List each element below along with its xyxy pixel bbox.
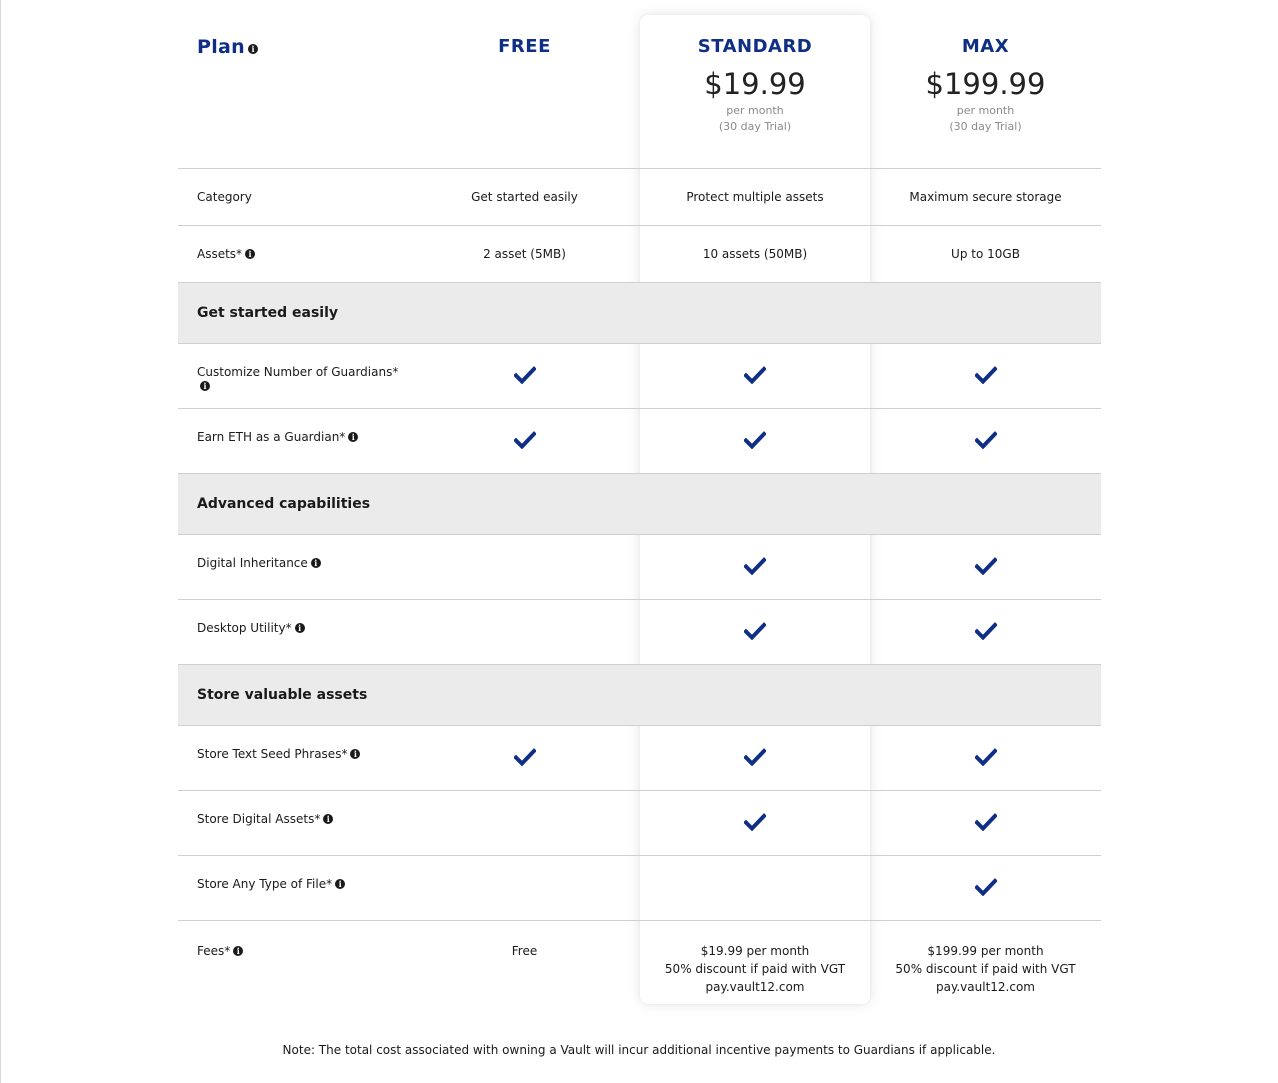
fee-line: 50% discount if paid with VGT <box>664 962 846 976</box>
section-header-row <box>178 283 1101 344</box>
checkmark-icon <box>975 431 997 449</box>
checkmark-icon <box>744 431 766 449</box>
feature-label: Customize Number of Guardians* <box>197 365 399 379</box>
feature-label-cell <box>178 726 409 790</box>
feature-row <box>178 344 1101 409</box>
row-label-cell <box>178 921 409 1011</box>
feature-cell <box>870 856 1101 920</box>
tier-name: FREE <box>498 36 551 57</box>
section-title: Get started easily <box>197 305 339 321</box>
info-circle-icon[interactable]: i <box>311 558 321 568</box>
feature-cell <box>640 409 870 473</box>
cell-value: Protect multiple assets <box>686 190 824 204</box>
feature-cell <box>870 535 1101 599</box>
checkmark-icon <box>514 366 536 384</box>
checkmark-icon <box>975 622 997 640</box>
row-label-cell <box>178 247 409 261</box>
cell-value: 10 assets (50MB) <box>702 247 808 261</box>
feature-label: Digital Inheritance <box>197 556 308 570</box>
checkmark-icon <box>975 878 997 896</box>
feature-label: Earn ETH as a Guardian* <box>197 430 346 444</box>
fee-max <box>870 921 1101 1011</box>
feature-cell <box>409 409 640 473</box>
checkmark-icon <box>975 813 997 831</box>
fee-link[interactable]: pay.vault12.com <box>705 980 805 994</box>
feature-cell <box>640 535 870 599</box>
checkmark-icon <box>744 366 766 384</box>
feature-cell <box>870 791 1101 855</box>
section-spacer <box>640 474 870 534</box>
checkmark-icon <box>975 366 997 384</box>
row-label: Category <box>197 190 252 204</box>
info-circle-icon[interactable]: i <box>323 814 333 824</box>
section-header-row <box>178 665 1101 726</box>
info-circle-icon[interactable]: i <box>248 44 258 54</box>
feature-row <box>178 535 1101 600</box>
info-circle-icon[interactable]: i <box>348 432 358 442</box>
fee-line: 50% discount if paid with VGT <box>895 962 1076 976</box>
feature-cell <box>409 791 640 855</box>
feature-row <box>178 409 1101 474</box>
section-spacer <box>640 283 870 343</box>
checkmark-icon <box>975 557 997 575</box>
checkmark-icon <box>514 748 536 766</box>
feature-row <box>178 726 1101 791</box>
feature-cell <box>409 344 640 408</box>
section-title: Advanced capabilities <box>197 496 371 512</box>
feature-label-cell <box>178 409 409 473</box>
feature-cell <box>409 535 640 599</box>
feature-cell <box>640 344 870 408</box>
info-circle-icon[interactable]: i <box>200 381 210 391</box>
category-row <box>178 169 1101 226</box>
tier-free <box>409 0 640 168</box>
feature-cell <box>870 726 1101 790</box>
feature-label-cell <box>178 856 409 920</box>
feature-label-cell <box>178 791 409 855</box>
price-period: per month <box>726 104 784 117</box>
info-circle-icon[interactable]: i <box>233 946 243 956</box>
checkmark-icon <box>744 748 766 766</box>
info-circle-icon[interactable]: i <box>350 749 360 759</box>
feature-label-cell <box>178 600 409 664</box>
fee-line: $19.99 per month <box>700 944 810 958</box>
feature-label: Store Any Type of File* <box>197 877 333 891</box>
trial-note: (30 day Trial) <box>718 120 792 133</box>
row-label: Assets* <box>197 247 243 261</box>
feature-cell <box>409 726 640 790</box>
cell-value: Maximum secure storage <box>909 190 1062 204</box>
cell-value: Get started easily <box>471 190 578 204</box>
plan-title: Plan <box>197 36 245 58</box>
feature-label: Desktop Utility* <box>197 621 292 635</box>
left-border <box>0 0 1 1083</box>
section-header-row <box>178 474 1101 535</box>
fee-link[interactable]: pay.vault12.com <box>936 980 1035 994</box>
pricing-table <box>178 0 1101 1011</box>
pricing-header <box>178 0 1101 169</box>
feature-cell <box>640 791 870 855</box>
feature-cell <box>870 409 1101 473</box>
feature-label-cell <box>178 535 409 599</box>
fee-free: Free <box>511 944 538 958</box>
checkmark-icon <box>744 813 766 831</box>
plan-header-cell <box>178 0 409 168</box>
checkmark-icon <box>744 557 766 575</box>
tier-name: STANDARD <box>697 36 813 57</box>
fee-line: $199.99 per month <box>927 944 1044 958</box>
feature-row <box>178 856 1101 921</box>
feature-cell <box>409 600 640 664</box>
info-circle-icon[interactable]: i <box>295 623 305 633</box>
cell-value: 2 asset (5MB) <box>483 247 566 261</box>
feature-cell <box>640 726 870 790</box>
feature-row <box>178 600 1101 665</box>
footer-note: Note: The total cost associated with owning a Vault will incur additional incentive payments to Guardians if applicable. <box>282 1043 996 1057</box>
cell-value: Up to 10GB <box>951 247 1020 261</box>
trial-note: (30 day Trial) <box>949 120 1022 133</box>
feature-cell <box>640 600 870 664</box>
feature-row <box>178 791 1101 856</box>
info-circle-icon[interactable]: i <box>335 879 345 889</box>
tier-price: $199.99 <box>925 67 1046 101</box>
feature-cell <box>640 856 870 920</box>
tier-price: $19.99 <box>704 67 806 101</box>
checkmark-icon <box>514 431 536 449</box>
feature-sections <box>178 283 1101 921</box>
feature-label: Store Text Seed Phrases* <box>197 747 348 761</box>
feature-label: Store Digital Assets* <box>197 812 321 826</box>
feature-label-cell <box>178 344 409 408</box>
tier-max <box>870 0 1101 168</box>
fee-standard <box>640 921 870 1011</box>
feature-cell <box>870 344 1101 408</box>
feature-cell <box>870 600 1101 664</box>
price-period: per month <box>956 104 1015 117</box>
row-label: Fees* <box>197 944 231 958</box>
fees-row <box>178 921 1101 1011</box>
checkmark-icon <box>744 622 766 640</box>
tier-name: MAX <box>961 36 1010 57</box>
section-title: Store valuable assets <box>197 687 368 703</box>
checkmark-icon <box>975 748 997 766</box>
info-circle-icon[interactable]: i <box>245 249 255 259</box>
section-spacer <box>640 665 870 725</box>
feature-cell <box>409 856 640 920</box>
tier-standard <box>640 0 870 168</box>
assets-row <box>178 226 1101 283</box>
